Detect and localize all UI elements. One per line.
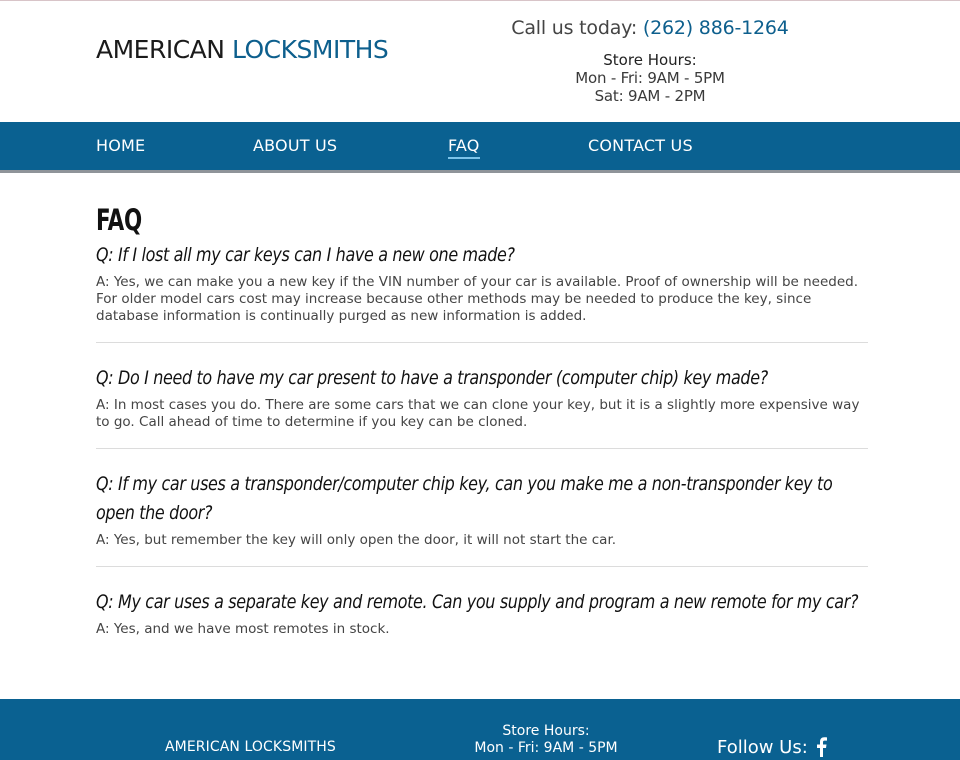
faq-item [96,241,868,343]
follow-us-label: Follow Us: [717,737,808,758]
faq-answer: A: Yes, we can make you a new key if the VIN number of your car is available. Proof of ownership will be needed. For older model cars cost may increase because other methods may be needed to produce the key, since database information is continually purged as new information is added. [96,274,859,324]
header-contact [480,17,820,105]
footer-logo[interactable]: AMERICAN LOCKSMITHS [165,739,336,755]
logo-text-locksmiths: LOCKSMITHS [231,35,389,64]
faq-answer: A: Yes, and we have most remotes in stock. [96,621,390,637]
store-hours-weekday: Mon - Fri: 9AM - 5PM [575,69,725,87]
faq-question: Q: If I lost all my car keys can I have a new one made? [96,244,515,266]
faq-item [96,470,868,567]
faq-answer: A: Yes, but remember the key will only open the door, it will not start the car. [96,532,617,548]
nav-faq[interactable]: FAQ [448,136,480,159]
site-footer [0,699,960,760]
nav-about-us[interactable]: ABOUT US [253,136,338,155]
logo-text-american: AMERICAN [96,35,225,64]
call-label: Call us today: [511,17,638,39]
footer-store-hours [446,723,646,757]
site-header [0,1,960,122]
call-line [480,17,820,39]
faq-question: Q: If my car uses a transponder/computer chip key, can you make me a non-transponder key to open the door? [96,473,833,524]
footer-hours-title: Store Hours: [502,723,590,739]
store-hours-saturday: Sat: 9AM - 2PM [594,87,706,105]
faq-answer: A: In most cases you do. There are some cars that we can clone your key, but it is a slightly more expensive way to go. Call ahead of time to determine if you key can be cloned. [96,397,860,430]
main-nav [0,122,960,170]
page-title: FAQ [96,203,142,237]
store-hours-title: Store Hours: [603,51,697,69]
faq-question: Q: Do I need to have my car present to have a transponder (computer chip) key made? [96,367,768,389]
nav-contact-us[interactable]: CONTACT US [588,136,693,155]
faq-question: Q: My car uses a separate key and remote. Can you supply and program a new remote for my car? [96,591,859,613]
faq-item [96,588,868,655]
main-content [96,173,868,655]
phone-link[interactable]: (262) 886-1264 [642,17,789,39]
facebook-icon[interactable] [815,737,827,757]
footer-hours-weekday: Mon - Fri: 9AM - 5PM [474,740,618,756]
nav-home[interactable]: HOME [96,136,146,155]
faq-item [96,364,868,449]
site-logo[interactable] [96,35,388,64]
